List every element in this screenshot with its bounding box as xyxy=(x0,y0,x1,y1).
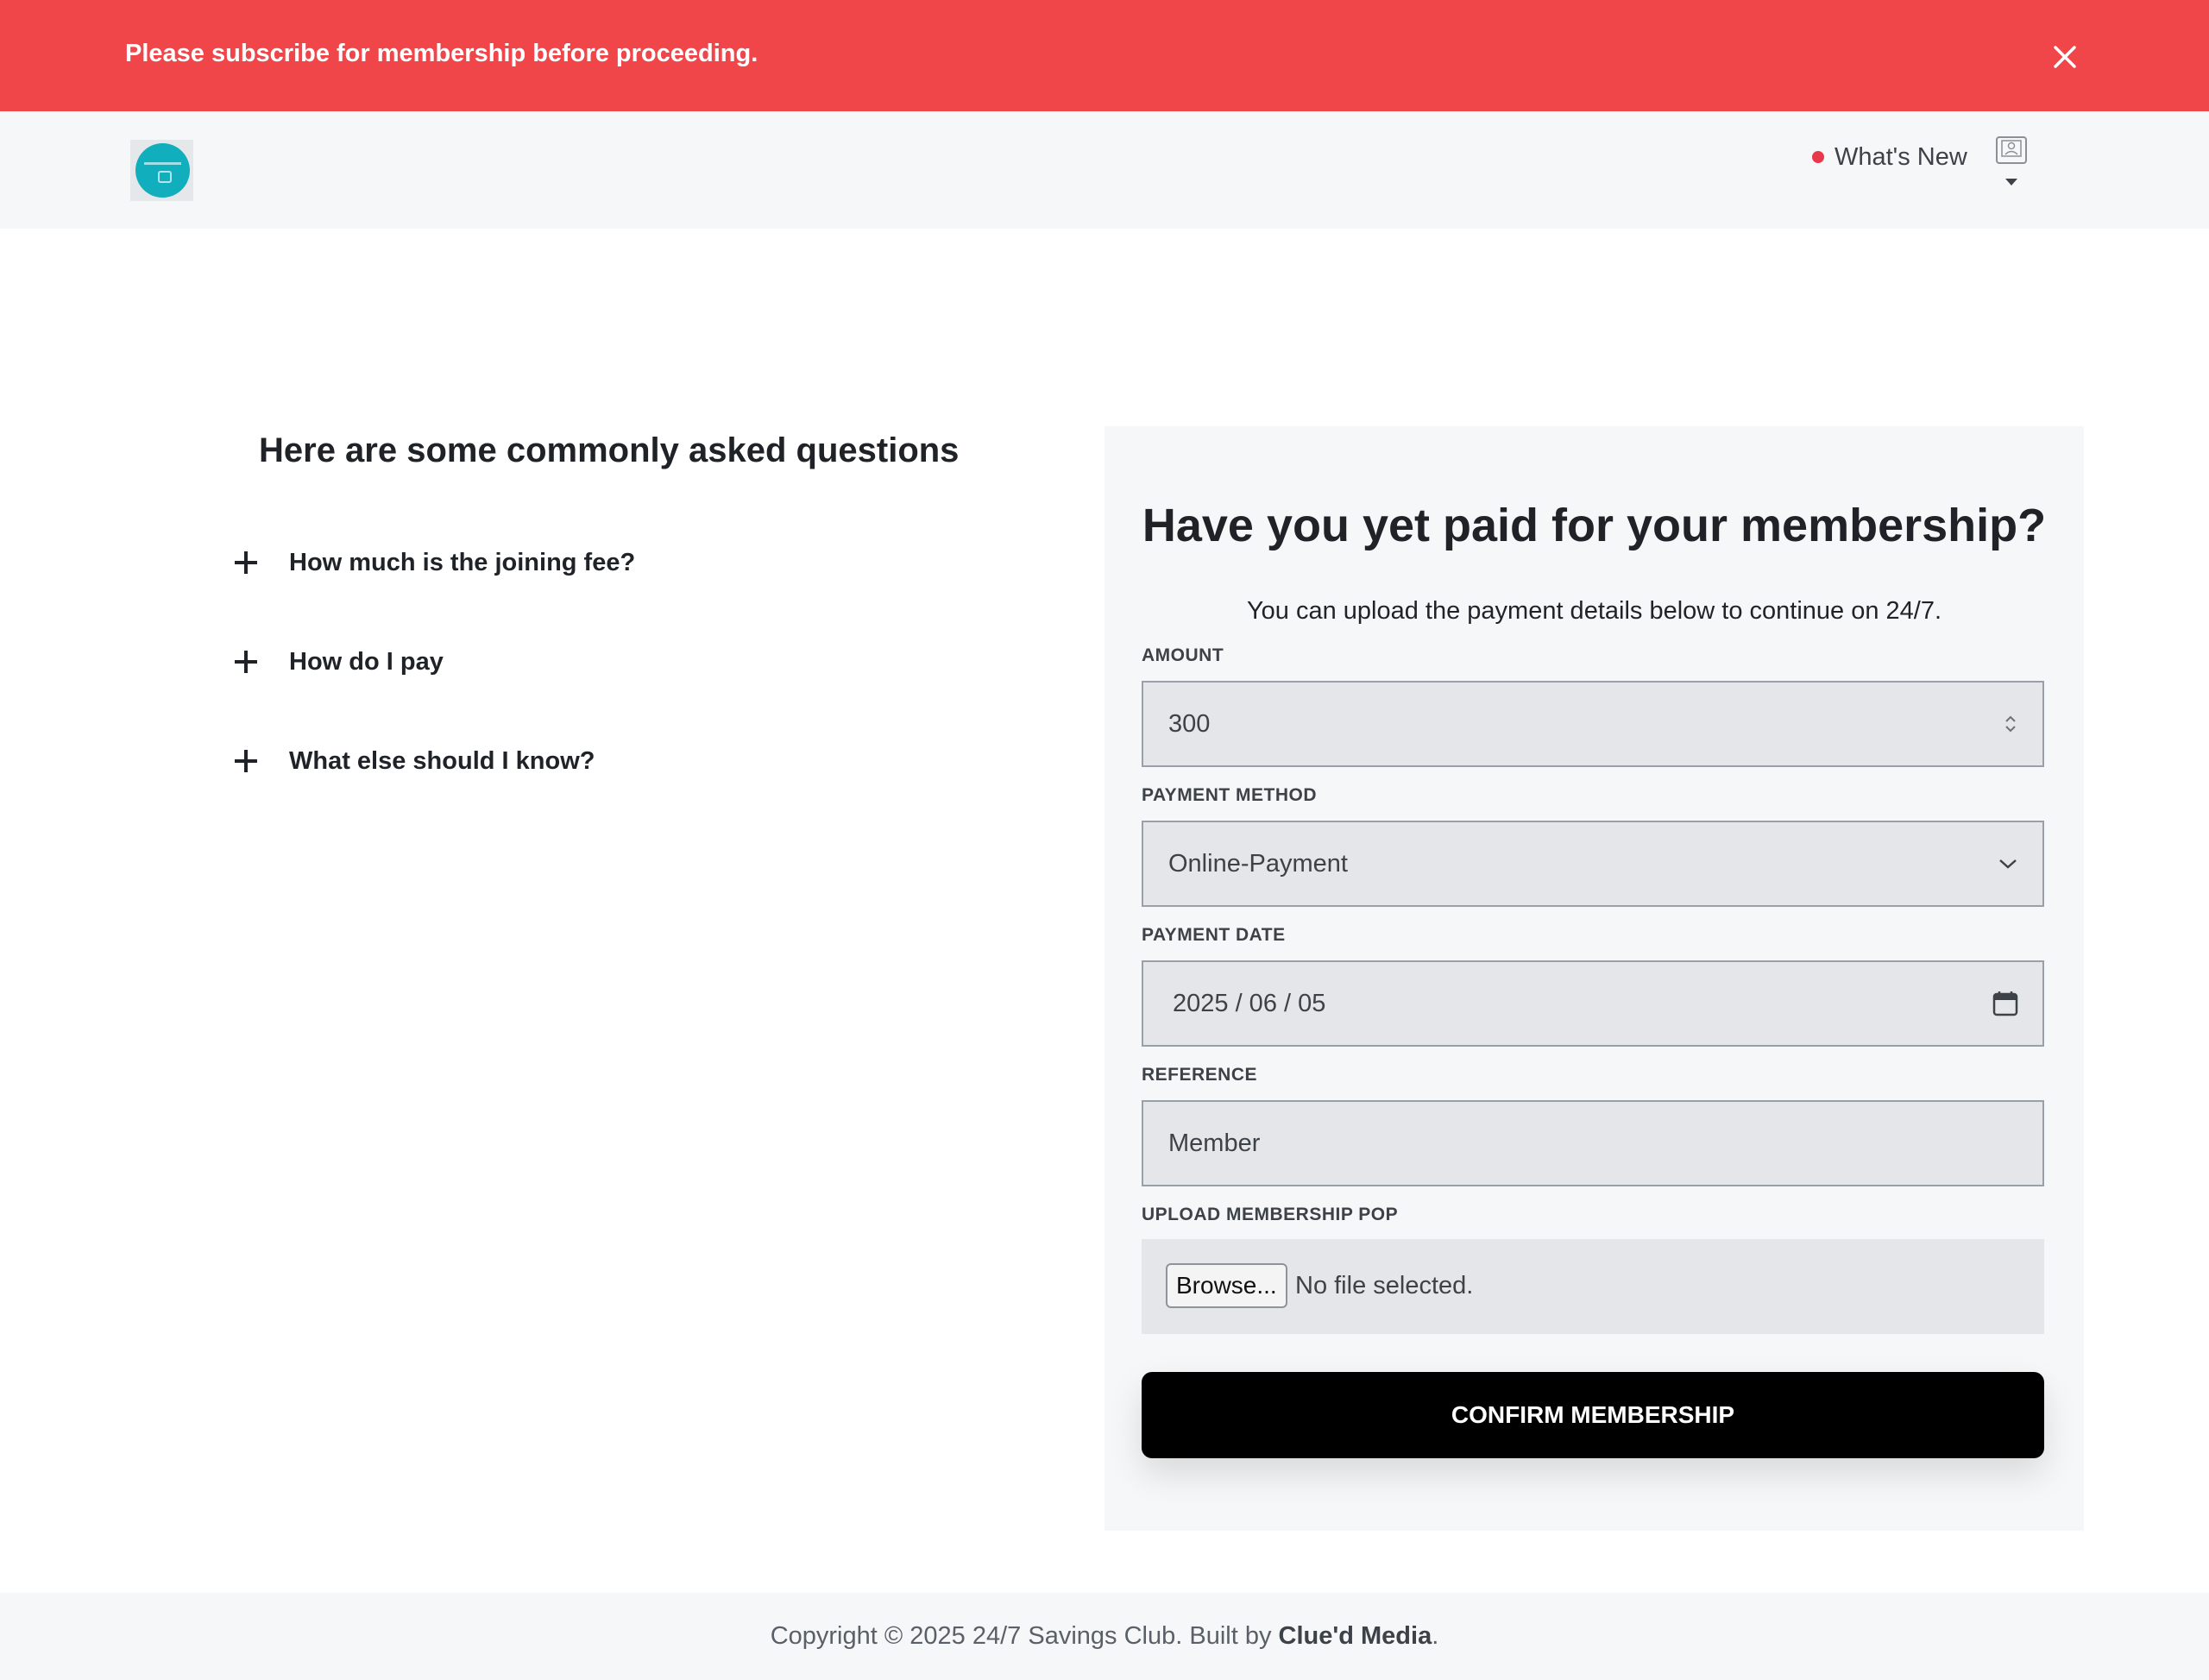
club-logo[interactable] xyxy=(130,140,193,201)
membership-form-card xyxy=(1104,426,2084,1531)
user-menu-dropdown[interactable] xyxy=(1995,135,2028,196)
faq-title: Here are some commonly asked questions xyxy=(259,431,960,469)
footer-copyright xyxy=(0,1622,2209,1651)
faq-question: What else should I know? xyxy=(289,746,595,775)
user-avatar-icon xyxy=(1997,137,2026,163)
calendar-icon[interactable] xyxy=(1992,991,2018,1016)
amount-label: AMOUNT xyxy=(1142,645,1224,665)
payment-date-label: PAYMENT DATE xyxy=(1142,925,1286,945)
faq-question: How much is the joining fee? xyxy=(289,548,636,576)
faq-item-joining-fee[interactable] xyxy=(233,544,635,582)
file-status: No file selected. xyxy=(1295,1272,1474,1299)
payment-method-select[interactable] xyxy=(1142,821,2044,907)
reference-input[interactable] xyxy=(1142,1100,2044,1186)
logo-circle xyxy=(135,143,190,198)
form-title: Have you yet paid for your membership? xyxy=(1142,500,2047,551)
notification-dot xyxy=(1812,151,1824,163)
upload-pop-label: UPLOAD MEMBERSHIP POP xyxy=(1142,1205,1399,1224)
payment-date-value: 2025 / 06 / 05 xyxy=(1173,989,1326,1017)
footer xyxy=(0,1593,2209,1680)
payment-date-input[interactable] xyxy=(1142,960,2044,1047)
faq-item-how-pay[interactable] xyxy=(233,643,444,681)
top-navbar xyxy=(0,111,2209,229)
caret-down-icon xyxy=(2005,179,2017,186)
payment-method-value: Online-Payment xyxy=(1168,849,1348,878)
footer-suffix: . xyxy=(1432,1622,1439,1650)
amount-input[interactable] xyxy=(1142,681,2044,767)
alert-banner xyxy=(0,0,2209,111)
reference-label: REFERENCE xyxy=(1142,1065,1258,1085)
confirm-membership-button[interactable]: CONFIRM MEMBERSHIP xyxy=(1142,1372,2044,1458)
footer-prefix: Copyright © 2025 24/7 Savings Club. Built by xyxy=(770,1622,1279,1650)
whats-new-link[interactable] xyxy=(1812,140,1967,174)
alert-message: Please subscribe for membership before proceeding. xyxy=(125,40,758,67)
footer-brand-link[interactable]: Clue'd Media xyxy=(1278,1622,1432,1650)
whats-new-label: What's New xyxy=(1835,142,1967,171)
browse-button[interactable]: Browse... xyxy=(1166,1263,1287,1308)
plus-icon xyxy=(233,649,259,675)
faq-question: How do I pay xyxy=(289,647,444,676)
chevron-down-icon xyxy=(1998,857,2018,871)
amount-value: 300 xyxy=(1168,709,1211,738)
payment-method-label: PAYMENT METHOD xyxy=(1142,785,1318,805)
reference-value: Member xyxy=(1168,1129,1261,1157)
form-subtitle: You can upload the payment details below to continue on 24/7. xyxy=(1246,597,1942,625)
plus-icon xyxy=(233,550,259,576)
plus-icon xyxy=(233,748,259,774)
logo-wordmark xyxy=(144,162,181,165)
close-icon[interactable] xyxy=(2045,37,2085,77)
logo-mark-icon xyxy=(158,171,172,183)
faq-item-what-else[interactable] xyxy=(233,742,595,780)
upload-pop-input xyxy=(1142,1239,2044,1334)
spinner-icon[interactable] xyxy=(2003,712,2018,736)
